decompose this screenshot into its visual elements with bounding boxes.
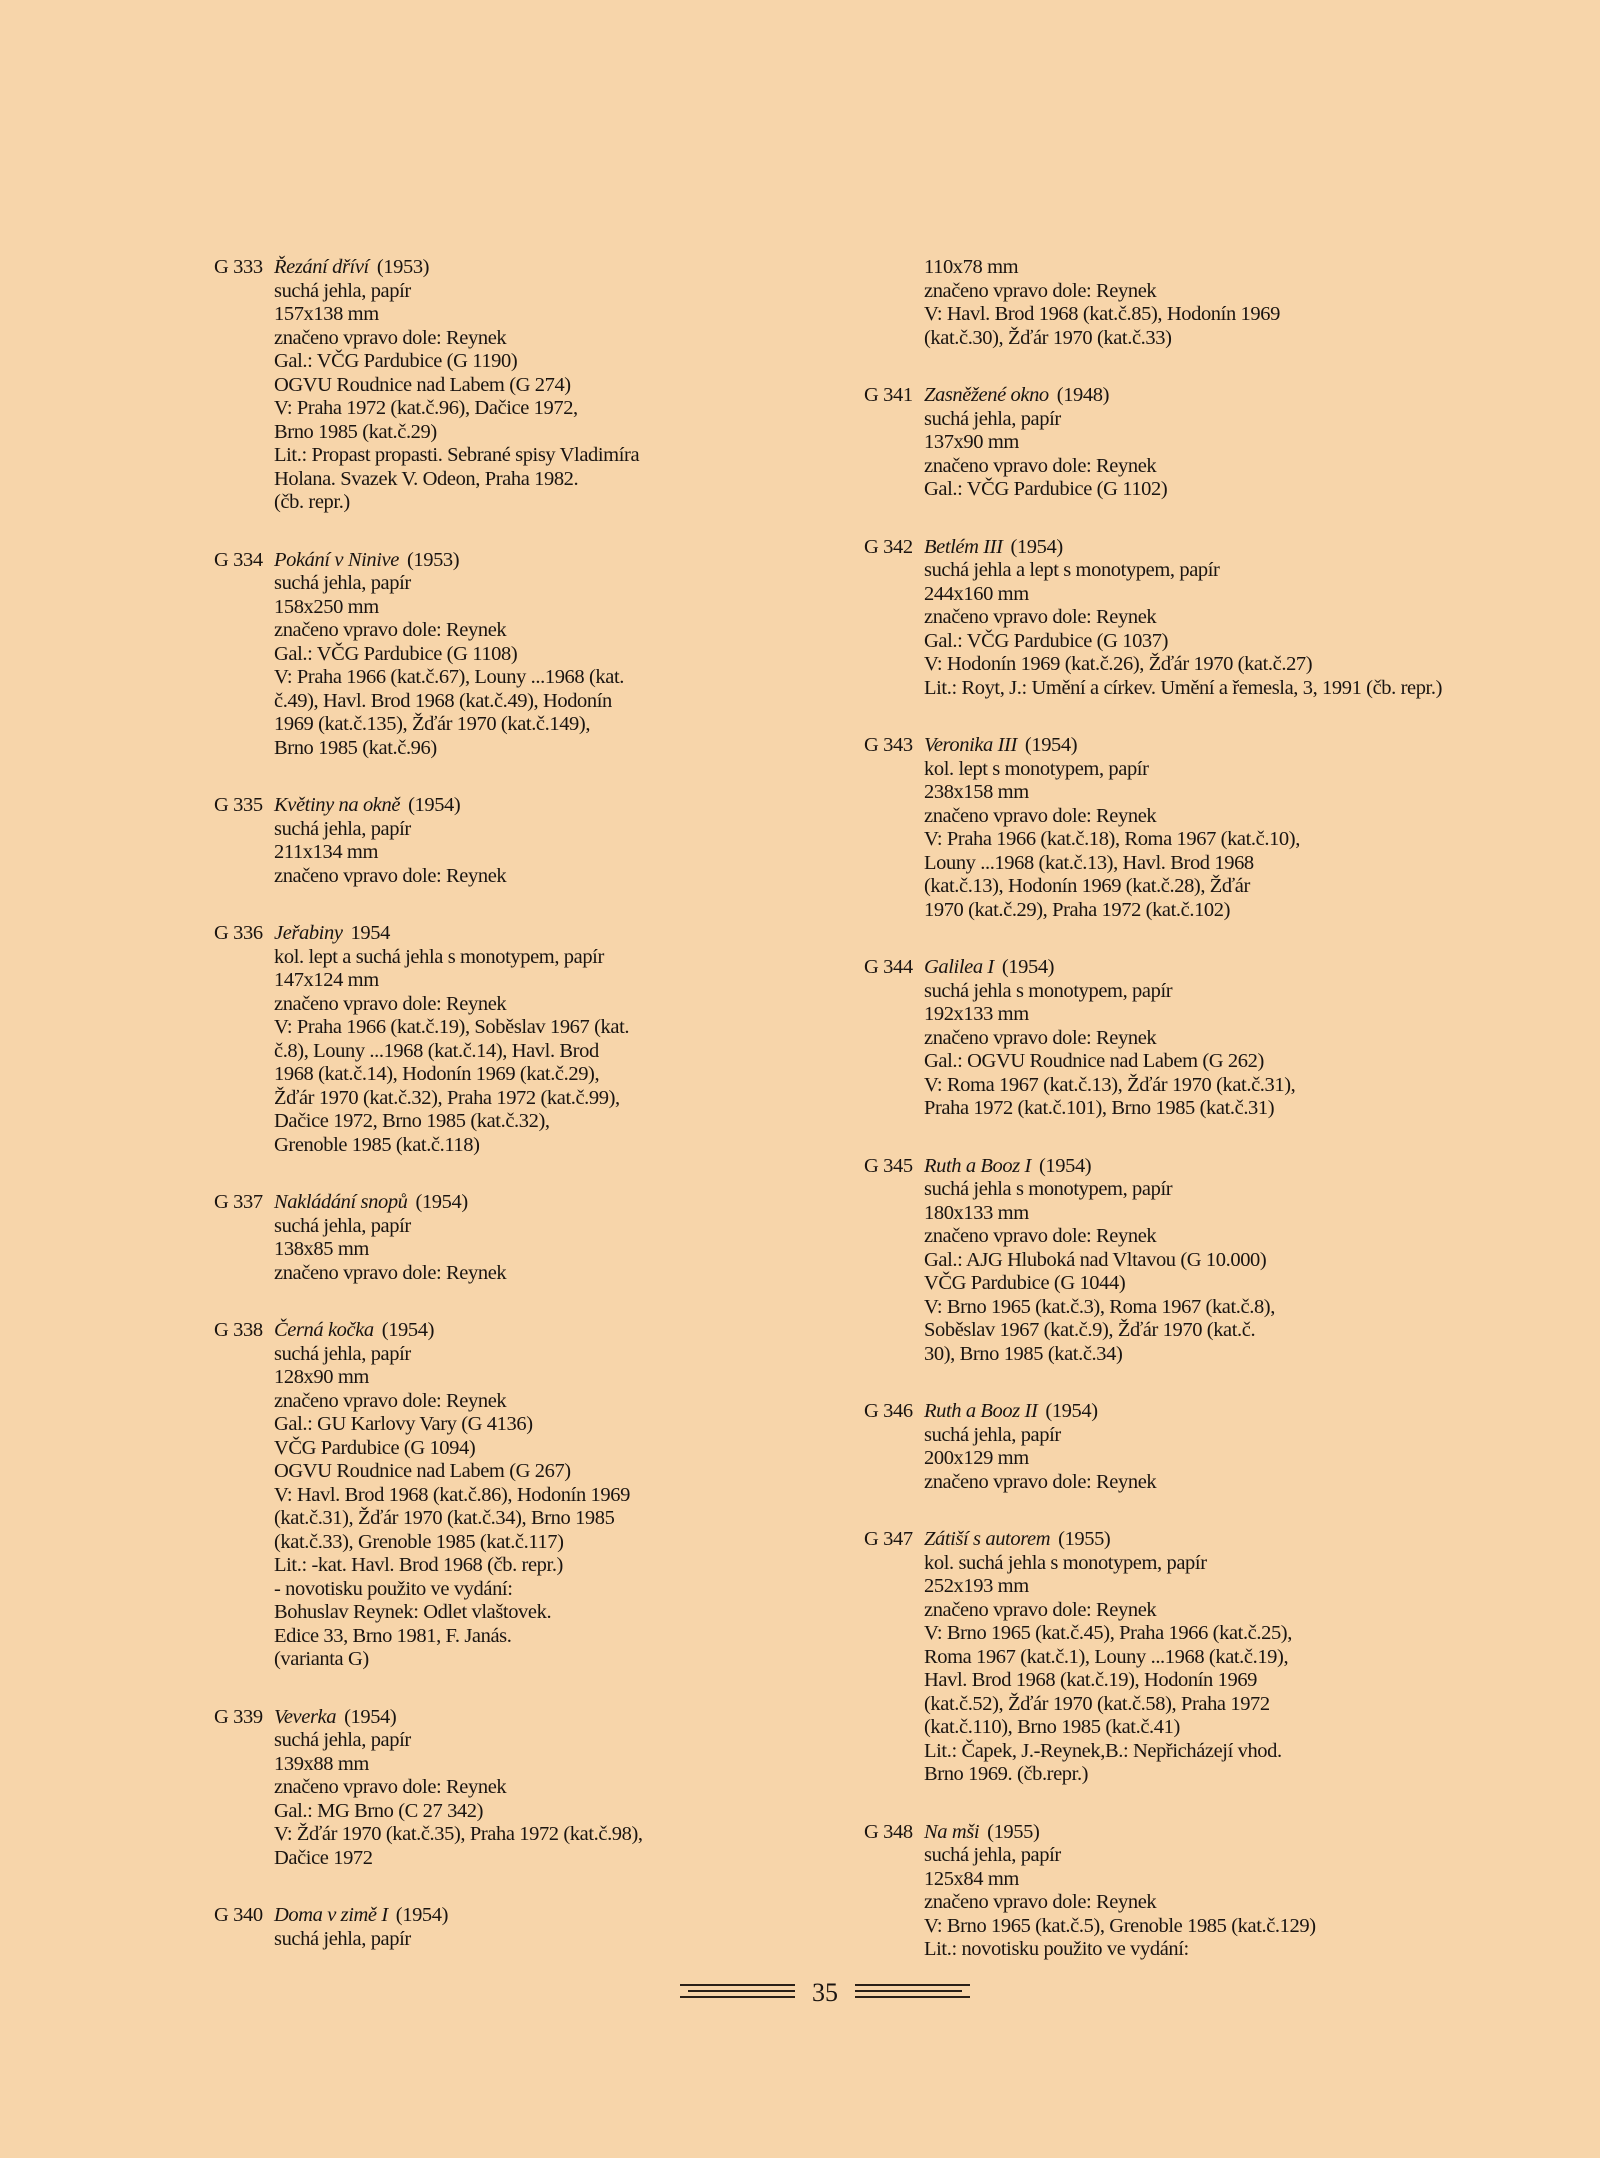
entry-detail-line: V: Žďár 1970 (kat.č.35), Praha 1972 (kat.č.98), xyxy=(274,1823,643,1845)
entry-detail-line: 238x158 mm xyxy=(924,781,1029,803)
entry-detail-line: značeno vpravo dole: Reynek xyxy=(924,1470,1157,1493)
entry-detail-line: (kat.č.52), Žďár 1970 (kat.č.58), Praha 1972 xyxy=(924,1692,1270,1715)
entry-detail-line: 1969 (kat.č.135), Žďár 1970 (kat.č.149), xyxy=(274,713,591,735)
entry-detail-line: V: Brno 1965 (kat.č.3), Roma 1967 (kat.č.8), xyxy=(924,1295,1275,1318)
entry-detail-line: Roma 1967 (kat.č.1), Louny ...1968 (kat.č.19), xyxy=(924,1645,1289,1668)
entry-detail-line: 252x193 mm xyxy=(924,1575,1029,1597)
entry-detail-line: Brno 1969. (čb.repr.) xyxy=(924,1763,1089,1785)
entry-title: Zátiší s autorem xyxy=(924,1528,1051,1550)
entry-detail-line: suchá jehla, papír xyxy=(274,279,411,302)
entry-heading xyxy=(214,922,854,946)
entry-detail-line: OGVU Roudnice nad Labem (G 267) xyxy=(274,1460,571,1482)
entry-detail-line: 139x88 mm xyxy=(274,1752,369,1775)
catalog-entry xyxy=(214,1706,854,1871)
right-column xyxy=(864,256,1524,1996)
entry-detail-line: Gal.: VČG Pardubice (G 1102) xyxy=(924,478,1168,500)
entry-year: (1954) xyxy=(381,1319,435,1341)
entry-title: Zasněžené okno xyxy=(924,384,1049,406)
catalog-entry xyxy=(214,549,854,761)
entry-detail-line: (kat.č.31), Žďár 1970 (kat.č.34), Brno 1985 xyxy=(274,1507,615,1529)
page-number: 35 xyxy=(812,1978,838,2007)
entry-title: Ruth a Booz II xyxy=(924,1400,1038,1422)
entry-id: G 339 xyxy=(214,1705,263,1728)
entry-heading xyxy=(214,549,854,573)
entry-detail-line: VČG Pardubice (G 1044) xyxy=(924,1272,1126,1294)
entry-detail-line: V: Praha 1966 (kat.č.18), Roma 1967 (kat.č.10), xyxy=(924,828,1300,850)
entry-year: (1954) xyxy=(1045,1400,1098,1422)
entry-detail-line: Brno 1985 (kat.č.29) xyxy=(274,420,437,443)
entry-detail-line: (kat.č.110), Brno 1985 (kat.č.41) xyxy=(924,1716,1180,1738)
entry-detail-line: značeno vpravo dole: Reynek xyxy=(924,1598,1157,1621)
footer-rule xyxy=(855,1996,970,1998)
entry-detail-line: OGVU Roudnice nad Labem (G 274) xyxy=(274,373,571,396)
entry-year: (1954) xyxy=(344,1705,397,1728)
catalog-entry xyxy=(864,1821,1524,1962)
entry-detail-line: suchá jehla, papír xyxy=(274,1729,411,1751)
entry-detail-line: značeno vpravo dole: Reynek xyxy=(924,279,1157,302)
entry-heading xyxy=(214,1319,854,1343)
entry-year: (1954) xyxy=(395,1904,449,1926)
entry-detail-line: Žďár 1970 (kat.č.32), Praha 1972 (kat.č.99), xyxy=(274,1086,620,1109)
entry-heading xyxy=(864,734,1524,758)
entry-detail-line: (čb. repr.) xyxy=(274,491,350,513)
entry-detail-line: V: Praha 1966 (kat.č.67), Louny ...1968 (kat. xyxy=(274,666,624,688)
entry-detail-line: Dačice 1972 xyxy=(274,1846,373,1869)
catalog-entry xyxy=(864,1400,1524,1494)
catalog-entry xyxy=(214,1904,854,1951)
entry-heading xyxy=(864,1821,1524,1845)
entry-year: (1955) xyxy=(987,1820,1040,1843)
entry-detail-line: značeno vpravo dole: Reynek xyxy=(274,1261,507,1284)
entry-detail-line: Lit.: -kat. Havl. Brod 1968 (čb. repr.) xyxy=(274,1554,563,1576)
entry-year: (1955) xyxy=(1058,1528,1111,1550)
entry-heading xyxy=(864,1528,1524,1552)
catalog-entry xyxy=(864,956,1524,1121)
entry-id: G 345 xyxy=(864,1154,913,1177)
entry-detail-line: 200x129 mm xyxy=(924,1447,1029,1469)
entry-detail-line: suchá jehla, papír xyxy=(274,1214,411,1237)
entry-detail-line: 192x133 mm xyxy=(924,1003,1029,1025)
entry-detail-line: 30), Brno 1985 (kat.č.34) xyxy=(924,1342,1123,1365)
entry-title: Černá kočka xyxy=(274,1319,374,1341)
entry-detail-line: Dačice 1972, Brno 1985 (kat.č.32), xyxy=(274,1110,550,1132)
entry-heading xyxy=(864,956,1524,980)
entry-detail-line: suchá jehla s monotypem, papír xyxy=(924,979,1173,1002)
entry-detail-line: značeno vpravo dole: Reynek xyxy=(274,1776,507,1798)
entry-detail-line: V: Havl. Brod 1968 (kat.č.85), Hodonín 1969 xyxy=(924,303,1280,325)
entry-detail-line: V: Brno 1965 (kat.č.5), Grenoble 1985 (kat.č.129) xyxy=(924,1914,1316,1937)
entry-id: G 347 xyxy=(864,1528,913,1550)
left-column xyxy=(214,256,854,1985)
entry-id: G 335 xyxy=(214,794,263,816)
entry-id: G 342 xyxy=(864,535,913,558)
entry-detail-line: V: Brno 1965 (kat.č.45), Praha 1966 (kat.č.25), xyxy=(924,1622,1292,1644)
entry-detail-line: 137x90 mm xyxy=(924,431,1019,453)
entry-detail-line: suchá jehla, papír xyxy=(924,1423,1061,1446)
entry-heading xyxy=(214,794,854,818)
entry-id: G 336 xyxy=(214,922,263,944)
footer-rule xyxy=(855,1990,962,1992)
entry-detail-line: suchá jehla, papír xyxy=(274,1342,411,1365)
entry-id: G 338 xyxy=(214,1319,263,1341)
catalog-entry xyxy=(864,536,1524,701)
entry-detail-line: 157x138 mm xyxy=(274,303,379,325)
entry-detail-line: 147x124 mm xyxy=(274,969,379,991)
entry-detail-line: značeno vpravo dole: Reynek xyxy=(274,864,507,887)
entry-detail-line: suchá jehla, papír xyxy=(274,1927,411,1950)
catalog-entry xyxy=(214,794,854,888)
entry-title: Ruth a Booz I xyxy=(924,1154,1031,1177)
entry-detail-line: 125x84 mm xyxy=(924,1867,1019,1890)
entry-detail-line: 128x90 mm xyxy=(274,1366,369,1388)
entry-detail-line: Gal.: VČG Pardubice (G 1190) xyxy=(274,350,518,372)
entry-title: Veronika III xyxy=(924,734,1017,756)
entry-detail-line: kol. lept s monotypem, papír xyxy=(924,757,1149,780)
entry-detail-line: V: Havl. Brod 1968 (kat.č.86), Hodonín 1969 xyxy=(274,1483,630,1506)
entry-detail-line: 1968 (kat.č.14), Hodonín 1969 (kat.č.29), xyxy=(274,1063,600,1085)
catalog-entry xyxy=(864,1155,1524,1367)
entry-detail-line: Lit.: Čapek, J.-Reynek,B.: Nepřicházejí vhod. xyxy=(924,1739,1282,1762)
entry-id: G 337 xyxy=(214,1191,263,1213)
entry-year: (1953) xyxy=(406,548,460,571)
entry-year: (1954) xyxy=(1038,1154,1092,1177)
entry-detail-line: značeno vpravo dole: Reynek xyxy=(924,804,1157,827)
entry-detail-line: Praha 1972 (kat.č.101), Brno 1985 (kat.č.31) xyxy=(924,1097,1275,1119)
entry-detail-line: 180x133 mm xyxy=(924,1201,1029,1224)
entry-detail-line: 1970 (kat.č.29), Praha 1972 (kat.č.102) xyxy=(924,898,1231,921)
entry-detail-line: Holana. Svazek V. Odeon, Praha 1982. xyxy=(274,467,579,490)
entry-detail-line: Gal.: VČG Pardubice (G 1037) xyxy=(924,629,1169,652)
entry-detail-line: Lit.: Royt, J.: Umění a církev. Umění a řemesla, 3, 1991 (čb. repr.) xyxy=(924,676,1442,699)
entry-detail-line: značeno vpravo dole: Reynek xyxy=(924,1891,1157,1913)
entry-detail-line: suchá jehla, papír xyxy=(924,407,1061,430)
entry-year: (1954) xyxy=(1010,535,1063,558)
entry-detail-line: suchá jehla a lept s monotypem, papír xyxy=(924,559,1220,581)
entry-id: G 343 xyxy=(864,734,913,756)
entry-heading xyxy=(864,1155,1524,1179)
entry-detail-line: Gal.: VČG Pardubice (G 1108) xyxy=(274,642,518,665)
entry-year: (1953) xyxy=(376,256,430,278)
entry-detail-line: 138x85 mm xyxy=(274,1238,369,1260)
entry-detail-line: značeno vpravo dole: Reynek xyxy=(274,619,507,641)
entry-year: (1954) xyxy=(408,794,461,816)
entry-id: G 340 xyxy=(214,1904,263,1926)
footer-rule xyxy=(680,1996,795,1998)
entry-detail-line: Gal.: MG Brno (C 27 342) xyxy=(274,1799,484,1822)
entry-detail-line: (kat.č.33), Grenoble 1985 (kat.č.117) xyxy=(274,1530,564,1553)
entry-detail-line: značeno vpravo dole: Reynek xyxy=(924,606,1157,628)
entry-title: Betlém III xyxy=(924,535,1003,558)
entry-detail-line: Havl. Brod 1968 (kat.č.19), Hodonín 1969 xyxy=(924,1669,1258,1691)
entry-detail-line: suchá jehla, papír xyxy=(924,1844,1061,1866)
entry-id: G 334 xyxy=(214,548,263,571)
catalog-entry xyxy=(864,734,1524,922)
entry-title: Jeřabiny xyxy=(274,922,343,944)
entry-detail-line: suchá jehla, papír xyxy=(274,817,411,840)
entry-detail-line: V: Praha 1972 (kat.č.96), Dačice 1972, xyxy=(274,397,578,419)
entry-detail-line: suchá jehla, papír xyxy=(274,572,411,594)
entry-id: G 341 xyxy=(864,384,913,406)
entry-detail-line: (kat.č.13), Hodonín 1969 (kat.č.28), Žďár xyxy=(924,875,1250,897)
entry-year: 1954 xyxy=(350,922,390,944)
entry-detail-line: Gal.: GU Karlovy Vary (G 4136) xyxy=(274,1413,533,1435)
footer-rule xyxy=(688,1990,795,1992)
entry-year: (1954) xyxy=(1001,956,1055,978)
entry-detail-line: suchá jehla s monotypem, papír xyxy=(924,1178,1173,1200)
entry-detail-line: VČG Pardubice (G 1094) xyxy=(274,1436,476,1459)
entry-heading xyxy=(214,1191,854,1215)
entry-id: G 333 xyxy=(214,256,263,278)
entry-detail-line: značeno vpravo dole: Reynek xyxy=(274,992,507,1015)
entry-id: G 344 xyxy=(864,956,913,978)
entry-detail-line: Brno 1985 (kat.č.96) xyxy=(274,736,437,759)
entry-detail-line: V: Hodonín 1969 (kat.č.26), Žďár 1970 (kat.č.27) xyxy=(924,653,1313,675)
entry-detail-line: 110x78 mm xyxy=(924,256,1019,278)
entry-detail-line: Gal.: AJG Hluboká nad Vltavou (G 10.000) xyxy=(924,1248,1267,1271)
entry-heading xyxy=(864,536,1524,560)
footer-rule xyxy=(680,1984,795,1986)
entry-heading xyxy=(864,384,1524,408)
catalog-entry xyxy=(214,256,854,515)
catalog-entry xyxy=(214,1191,854,1285)
entry-detail-line: V: Roma 1967 (kat.č.13), Žďár 1970 (kat.č.31), xyxy=(924,1073,1296,1096)
entry-detail-line: č.49), Havl. Brod 1968 (kat.č.49), Hodonín xyxy=(274,689,612,712)
entry-detail-line: značeno vpravo dole: Reynek xyxy=(924,1026,1157,1049)
entry-heading xyxy=(214,256,854,280)
entry-detail-line: Edice 33, Brno 1981, F. Janás. xyxy=(274,1624,512,1647)
catalog-entry xyxy=(864,1528,1524,1787)
entry-detail-line: kol. suchá jehla s monotypem, papír xyxy=(924,1551,1207,1574)
entry-year: (1954) xyxy=(415,1191,468,1213)
entry-detail-line: (varianta G) xyxy=(274,1648,369,1670)
entry-detail-line: Louny ...1968 (kat.č.13), Havl. Brod 1968 xyxy=(924,851,1254,874)
entry-detail-line: Bohuslav Reynek: Odlet vlaštovek. xyxy=(274,1601,552,1623)
entry-detail-line: kol. lept a suchá jehla s monotypem, papír xyxy=(274,945,604,968)
entry-detail-line: Gal.: OGVU Roudnice nad Labem (G 262) xyxy=(924,1050,1264,1072)
entry-detail-line: (kat.č.30), Žďár 1970 (kat.č.33) xyxy=(924,326,1172,349)
footer-rule xyxy=(855,1984,970,1986)
entry-heading xyxy=(214,1904,854,1928)
entry-detail-line: Grenoble 1985 (kat.č.118) xyxy=(274,1133,480,1156)
entry-title: Galilea I xyxy=(924,956,994,978)
catalog-entry xyxy=(214,1319,854,1672)
entry-title: Řezání dříví xyxy=(274,256,369,278)
entry-detail-line: V: Praha 1966 (kat.č.19), Soběslav 1967 (kat. xyxy=(274,1016,630,1038)
entry-detail-line: Lit.: Propast propasti. Sebrané spisy Vladimíra xyxy=(274,444,640,466)
entry-id: G 346 xyxy=(864,1400,913,1422)
entry-detail-line: 211x134 mm xyxy=(274,841,379,863)
entry-title: Veverka xyxy=(274,1705,337,1728)
entry-detail-line: značeno vpravo dole: Reynek xyxy=(924,454,1157,477)
entry-detail-line: č.8), Louny ...1968 (kat.č.14), Havl. Brod xyxy=(274,1039,599,1062)
catalog-entry xyxy=(864,384,1524,502)
entry-title: Doma v zimě I xyxy=(274,1904,388,1926)
entry-title: Na mši xyxy=(924,1820,980,1843)
entry-detail-line: Lit.: novotisku použito ve vydání: xyxy=(924,1938,1189,1960)
entry-title: Pokání v Ninive xyxy=(274,548,399,571)
entry-detail-line: - novotisku použito ve vydání: xyxy=(274,1577,513,1600)
entry-detail-line: značeno vpravo dole: Reynek xyxy=(924,1225,1157,1247)
entry-year: (1948) xyxy=(1056,384,1110,406)
continued-entry xyxy=(864,256,1524,350)
page-footer xyxy=(680,1974,970,2014)
entry-title: Nakládání snopů xyxy=(274,1191,408,1213)
entry-heading xyxy=(864,1400,1524,1424)
entry-id: G 348 xyxy=(864,1820,913,1843)
entry-year: (1954) xyxy=(1024,734,1078,756)
entry-detail-line: značeno vpravo dole: Reynek xyxy=(274,326,507,349)
entry-detail-line: Soběslav 1967 (kat.č.9), Žďár 1970 (kat.č. xyxy=(924,1319,1256,1341)
entry-detail-line: 158x250 mm xyxy=(274,595,379,618)
entry-heading xyxy=(214,1706,854,1730)
entry-detail-line: značeno vpravo dole: Reynek xyxy=(274,1389,507,1412)
catalog-entry xyxy=(214,922,854,1157)
entry-detail-line: 244x160 mm xyxy=(924,582,1029,605)
entry-title: Květiny na okně xyxy=(274,794,401,816)
